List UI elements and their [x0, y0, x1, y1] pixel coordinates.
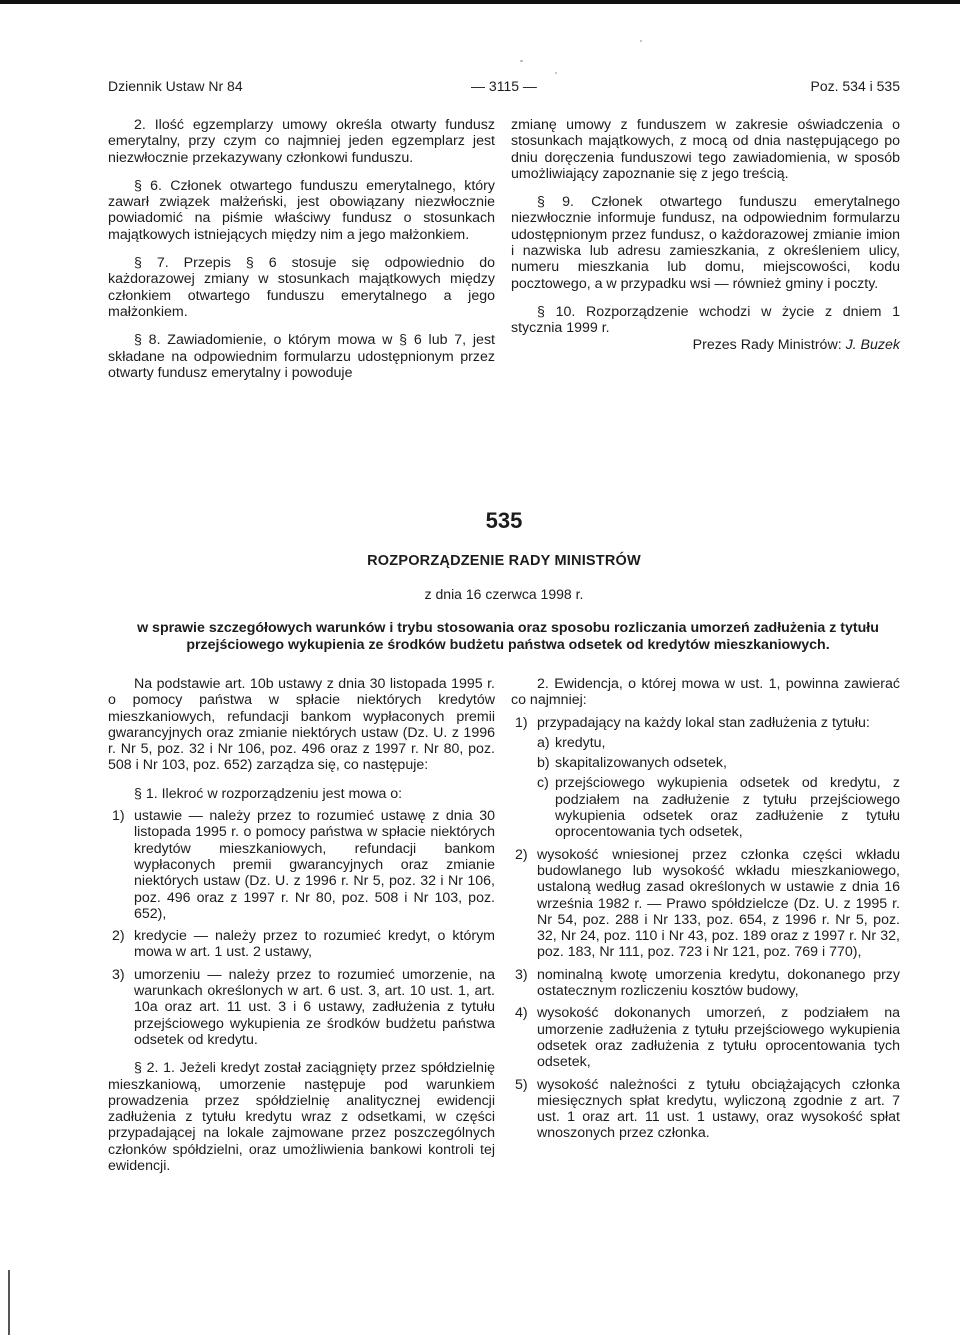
- sub-item: [511, 755, 900, 771]
- sub-item: [511, 735, 900, 751]
- item-text: umorzeniu — należy przez to rozumieć umorzenie, na warunkach określonych w art. 6 ust. 3, art. 10 ust. 1, art. 10a oraz art. 11 ust. 3 i 6 ustawy, zadłużenia z tytułu przejściowego wykupienia ze środków budżetu państwa odsetek od kredytu.: [134, 966, 495, 1048]
- item-text: wysokość wniesionej przez członka części wkładu budowlanego lub wysokość wkładu mieszkaniowego, ustaloną według zasad określonych w ustawie z dnia 16 września 1982 r. — Prawo spółdzielcze (Dz. U. z 1995 r. Nr 54, poz. 288 i Nr 133, poz. 654, z 1996 r. Nr 5, poz. 32, Nr 24, poz. 110 i Nr 43, poz. 189 oraz z 1997 r. Nr 32, poz. 183, Nr 111, poz. 723 i Nr 121, poz. 769 i 770),: [537, 846, 900, 961]
- act-body-left-column: [108, 676, 495, 1174]
- section-7: § 7. Przepis § 6 stosuje się odpowiednio do każdorazowej zmiany w stosunkach majątkowych między członkiem otwartego funduszu emerytalnego a jego małżonkiem.: [108, 255, 495, 320]
- definition-item: [108, 808, 495, 922]
- act-body-right-column: [511, 676, 900, 1142]
- section-8-start: § 8. Zawiadomienie, o którym mowa w § 6 lub 7, jest składane na odpowiednim formularzu udostępnionym przez otwarty fundusz emerytalny i powoduje: [108, 332, 495, 381]
- signature-name: J. Buzek: [845, 336, 900, 353]
- journal-name: Dziennik Ustaw Nr 84: [108, 78, 243, 94]
- paragraph-2: 2. Ilość egzemplarzy umowy określa otwarty fundusz emerytalny, przy czym co najmniej jeden egzemplarz jest niezwłocznie przekazywany członkowi funduszu.: [108, 117, 495, 166]
- section-1-intro: § 1. Ilekroć w rozporządzeniu jest mowa o:: [134, 785, 403, 802]
- section-2-para-2-intro: 2. Ewidencja, o której mowa w ust. 1, powinna zawierać co najmniej:: [511, 676, 900, 709]
- sub-item-letter: a): [537, 734, 550, 751]
- item-number: 2): [112, 928, 125, 945]
- section-8-end: zmianę umowy z funduszem w zakresie oświadczenia o stosunkach majątkowych, z mocą od dnia następującego po dniu doręczenia funduszowi tego zawiadomienia, w sposób umożliwiający zapoznanie się z jego treścią.: [511, 117, 900, 182]
- previous-act-left-column: [108, 117, 495, 381]
- scan-margin-mark: [8, 1270, 10, 1335]
- sub-item: [511, 775, 900, 840]
- page-number: — 3115 —: [471, 78, 537, 94]
- item-text: przypadający na każdy lokal stan zadłużenia z tytułu:: [537, 714, 870, 731]
- preamble: Na podstawie art. 10b ustawy z dnia 30 listopada 1995 r. o pomocy państwa w spłacie niektórych kredytów mieszkaniowych, refundacji bankom wypłaconych premii gwarancyjnych oraz zmianie niektórych ustaw (Dz. U. z 1996 r. Nr 5, poz. 32 i Nr 106, poz. 496 oraz z 1997 r. Nr 80, poz. 508 i Nr 103, poz. 652) zarządza się, co następuje:: [108, 676, 495, 774]
- item-number: 3): [515, 966, 528, 983]
- item-number: 1): [112, 808, 125, 825]
- definition-item: [108, 928, 495, 961]
- scan-speck: [555, 72, 557, 74]
- item-number: 1): [515, 714, 528, 731]
- sub-item-text: przejściowego wykupienia odsetek od kredytu, z podziałem na zadłużenie z tytułu przejściowego wykupienia odsetek oraz zadłużenie z tytułu oprocentowania tych odsetek,: [555, 775, 900, 841]
- section-9: § 9. Członek otwartego funduszu emerytalnego niezwłocznie informuje fundusz, na odpowiednim formularzu udostępnionym przez fundusz, o każdorazowej zmianie imion i nazwiska lub adresu zamieszkania, z określeniem ulicy, numeru mieszkania lub domu, miejscowości, kodu pocztowego, a w przypadku wsi — również gminy i poczty.: [511, 194, 900, 292]
- act-subject: w sprawie szczegółowych warunków i trybu stosowania oraz sposobu rozliczania umorzeń zadłużenia z tytułu przejściowego wykupienia ze środków budżetu państwa odsetek od kredytów mieszkaniowych.: [137, 620, 879, 653]
- signature: [511, 337, 900, 353]
- act-title: ROZPORZĄDZENIE RADY MINISTRÓW: [367, 553, 641, 569]
- item-number: 2): [515, 846, 528, 863]
- item-text: ustawie — należy przez to rozumieć ustawę z dnia 30 listopada 1995 r. o pomocy państwa w spłacie niektórych kredytów mieszkaniowych, refundacji bankom wypłaconych premii gwarancyjnych oraz zmianie niektórych ustaw (Dz. U. z 1996 r. Nr 5, poz. 32 i Nr 106, poz. 496 oraz z 1997 r. Nr 80, poz. 508 i Nr 103, poz. 652),: [134, 808, 495, 922]
- item-text: kredycie — należy przez to rozumieć kredyt, o którym mowa w art. 1 ust. 2 ustawy,: [134, 928, 495, 961]
- list-item: [511, 715, 900, 731]
- item-text: wysokość dokonanych umorzeń, z podziałem na umorzenie zadłużenia z tytułu przejściowego wykupienia odsetek oraz zadłużenia z tytułu oprocentowania tych odsetek,: [537, 1005, 900, 1071]
- act-date: z dnia 16 czerwca 1998 r.: [424, 586, 584, 602]
- section-2-para-1: § 2. 1. Jeżeli kredyt został zaciągnięty przez spółdzielnię mieszkaniową, umorzenie następuje pod warunkiem prowadzenia przez spółdzielnię analitycznej ewidencji zadłużenia z tytułu kredytu wraz z odsetkami, w części przypadającej na lokale zajmowane przez poszczególnych członków spółdzielni, oraz umożliwienia bankowi kontroli tej ewidencji.: [108, 1060, 495, 1175]
- item-number: 5): [515, 1076, 528, 1093]
- page-header: [108, 78, 900, 98]
- sub-item-text: skapitalizowanych odsetek,: [555, 755, 727, 772]
- list-item: [511, 1005, 900, 1070]
- section-10: § 10. Rozporządzenie wchodzi w życie z dniem 1 stycznia 1999 r.: [511, 303, 900, 337]
- scan-speck: [640, 40, 642, 42]
- scan-speck: [520, 60, 523, 62]
- list-item: [511, 967, 900, 1000]
- signature-prefix: Prezes Rady Ministrów:: [692, 336, 846, 353]
- sub-item-text: kredytu,: [555, 734, 606, 751]
- item-text: wysokość należności z tytułu obciążających członka miesięcznych spłat kredytu, wyliczoną zgodnie z art. 7 ust. 1 oraz art. 11 ust. 1 ustawy, oraz wysokość spłat wnoszonych przez członka.: [537, 1076, 900, 1142]
- definition-item: [108, 967, 495, 1048]
- list-item: [511, 1077, 900, 1142]
- previous-act-right-column: [511, 117, 900, 353]
- act-number: 535: [485, 508, 523, 533]
- section-6: § 6. Członek otwartego funduszu emerytalnego, który zawarł związek małżeński, jest obowiązany niezwłocznie powiadomić na piśmie właściwy fundusz o stosunkach majątkowych istniejących między nim a jego małżonkiem.: [108, 177, 495, 243]
- item-text: nominalną kwotę umorzenia kredytu, dokonanego przy ostatecznym rozliczeniu kosztów budowy,: [537, 966, 900, 1000]
- sub-item-letter: c): [537, 775, 549, 792]
- position-number: Poz. 534 i 535: [810, 78, 900, 94]
- item-number: 3): [112, 966, 125, 983]
- item-number: 4): [515, 1005, 528, 1022]
- top-border-rule: [0, 0, 960, 4]
- sub-item-letter: b): [537, 755, 550, 772]
- list-item: [511, 847, 900, 961]
